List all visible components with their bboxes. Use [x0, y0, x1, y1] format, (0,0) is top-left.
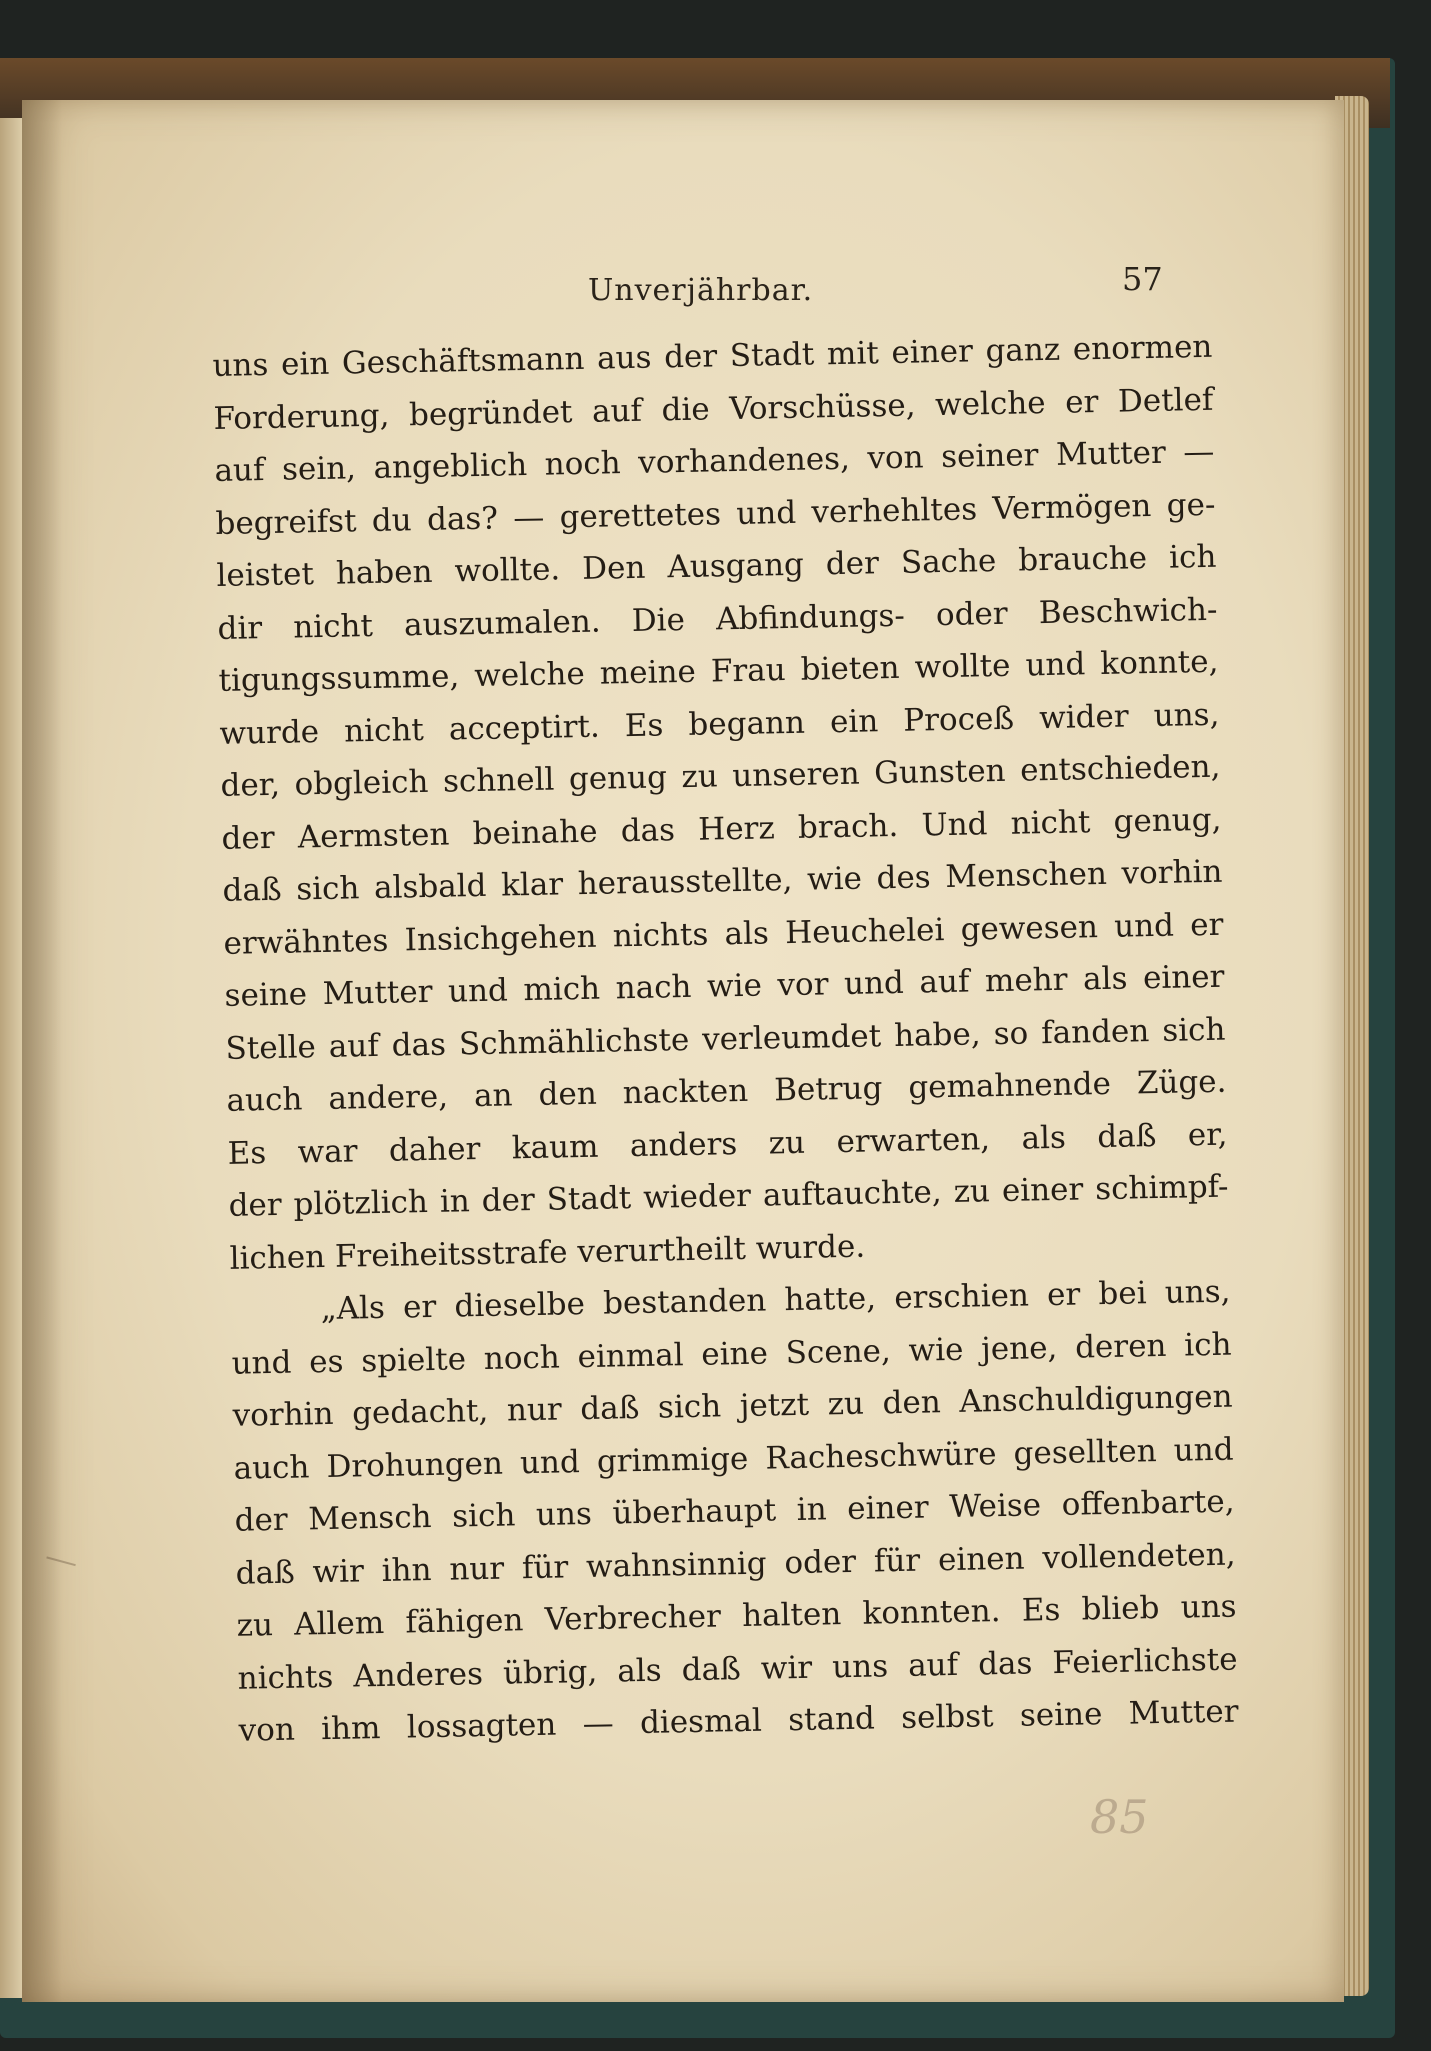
text-line: begreifst du das? — gerettetes und verhehltes Vermögen ge-	[215, 486, 1216, 542]
text-line-paragraph-end: lichen Freiheitsstrafe verurtheilt wurde.	[229, 1228, 866, 1277]
text-line: tigungssumme, welche meine Frau bieten wollte und konnte,	[218, 643, 1219, 699]
text-line: auf sein, angeblich noch vorhandenes, von seiner Mutter —	[214, 433, 1215, 489]
pencil-annotation: 85	[1090, 1790, 1149, 1844]
text-line: nichts Anderes übrig, als daß wir uns auf das Feierlichste	[237, 1641, 1238, 1697]
text-line: daß sich alsbald klar herausstellte, wie des Menschen vorhin	[222, 853, 1223, 909]
body-text	[212, 321, 1239, 1757]
running-head: Unverjährbar.	[588, 273, 814, 308]
text-line: daß wir ihn nur für wahnsinnig oder für einen vollendeten,	[235, 1536, 1236, 1592]
text-line: erwähntes Insichgehen nichts als Heuchelei gewesen und er	[223, 906, 1224, 962]
text-line: der, obgleich schnell genug zu unseren Gunsten entschieden,	[220, 748, 1221, 804]
text-line: vorhin gedacht, nur daß sich jetzt zu den Anschuldigungen	[232, 1378, 1233, 1434]
text-line: Es war daher kaum anders zu erwarten, als daß er,	[227, 1116, 1228, 1172]
text-line: seine Mutter und mich nach wie vor und auf mehr als einer	[224, 958, 1225, 1014]
text-line-paragraph-start: „Als er dieselbe bestanden hatte, erschien er bei uns,	[320, 1273, 1231, 1328]
text-line: leistet haben wollte. Den Ausgang der Sache brauche ich	[216, 538, 1217, 594]
text-line: wurde nicht acceptirt. Es begann ein Proceß wider uns,	[219, 696, 1220, 752]
text-line: und es spielte noch einmal eine Scene, wie jene, deren ich	[231, 1326, 1232, 1382]
text-line: auch Drohungen und grimmige Racheschwüre gesellten und	[233, 1431, 1234, 1487]
text-line: dir nicht auszumalen. Die Abfindungs- oder Beschwich-	[217, 591, 1218, 647]
text-line: auch andere, an den nackten Betrug gemahnende Züge.	[226, 1063, 1227, 1119]
text-line: der plötzlich in der Stadt wieder auftauchte, zu einer schimpf-	[228, 1168, 1229, 1224]
text-line: der Mensch sich uns überhaupt in einer Weise offenbarte,	[234, 1483, 1235, 1539]
text-line: zu Allem fähigen Verbrecher halten konnten. Es blieb uns	[236, 1588, 1237, 1644]
text-line: uns ein Geschäftsmann aus der Stadt mit einer ganz enormen	[212, 328, 1213, 384]
text-line: Forderung, begründet auf die Vorschüsse, welche er Detlef	[213, 381, 1214, 437]
text-line: von ihm lossagten — diesmal stand selbst seine Mutter	[238, 1693, 1239, 1749]
text-line: Stelle auf das Schmählichste verleumdet habe, so fanden sich	[225, 1011, 1226, 1067]
page-gutter-shadow	[22, 100, 62, 2002]
text-line: der Aermsten beinahe das Herz brach. Und nicht genug,	[221, 801, 1222, 857]
page-number: 57	[1122, 260, 1163, 298]
